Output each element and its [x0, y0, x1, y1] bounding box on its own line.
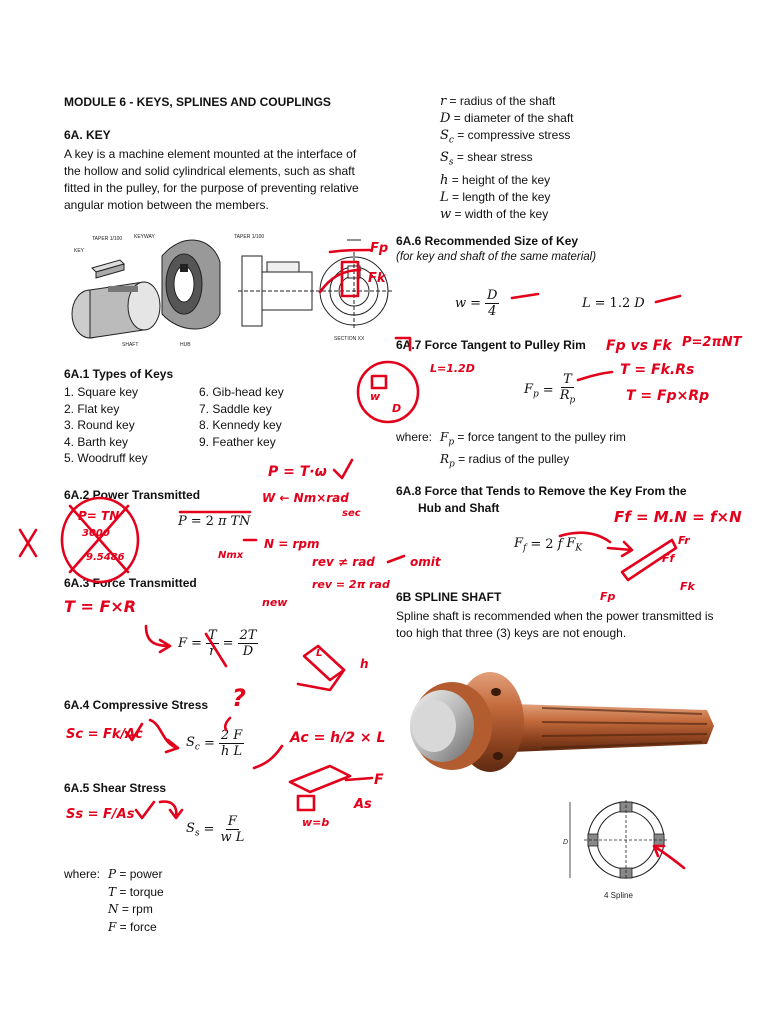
- annotation-nmx: Nmx: [218, 550, 244, 561]
- annotation-omit: omit: [410, 555, 441, 569]
- symbol-row: P = power: [108, 867, 163, 881]
- fig-label-taper2: TAPER 1/100: [234, 234, 265, 240]
- annotation-l: L: [316, 648, 323, 659]
- annotation-stroke: [608, 542, 632, 556]
- annotation-p-tw: P = T·ω: [268, 464, 327, 480]
- s64-heading: 6A.4 Compressive Stress: [64, 698, 209, 712]
- annotation-l12d: L=1.2D: [430, 362, 475, 375]
- annotation-rev-2pi: rev = 2π rad: [312, 578, 390, 591]
- annotation-stroke: [254, 746, 282, 768]
- annotation-as: As: [354, 797, 372, 812]
- spline-definition: Spline shaft is recommended when the power transmitted is too high that three (3) keys are not enough.: [396, 609, 714, 640]
- symbol-row: D = diameter of the shaft: [440, 111, 574, 126]
- annotation-h: h: [360, 657, 369, 671]
- list-item: 5. Woodruff key: [64, 451, 148, 465]
- fig-label-section: SECTION XX: [334, 336, 365, 342]
- annotation-stroke: [136, 802, 154, 818]
- annotation-stroke: [512, 294, 538, 298]
- annotation-stroke: [560, 533, 610, 542]
- annotation-stroke: [330, 250, 370, 252]
- s67-where-label: where:: [396, 430, 433, 444]
- length-equation: L = 1.2 D: [582, 296, 645, 311]
- pulley-force-equation: $F_p$ = $\frac{T}{R_p}$: [524, 372, 576, 406]
- list-item: 8. Kennedy key: [199, 418, 282, 432]
- s68-heading: 6A.8 Force that Tends to Remove the Key From the: [396, 484, 687, 498]
- symbol-row: r = radius of the shaft: [440, 94, 556, 109]
- annotation-stroke: [396, 338, 410, 350]
- annotation-stroke: [654, 846, 684, 868]
- annotation-stroke: [372, 376, 386, 388]
- annotation-stroke: [304, 646, 344, 680]
- annotation-sec: sec: [342, 508, 361, 519]
- annotation-stroke: [146, 626, 170, 652]
- s62-heading: 6A.2 Power Transmitted: [64, 488, 201, 502]
- annotation-f: F: [374, 772, 384, 788]
- list-item: 9. Feather key: [199, 434, 276, 449]
- annotation-p-tn: P= TN: [78, 509, 120, 523]
- symbol-row: N = rpm: [108, 902, 153, 916]
- width-equation: w = $\frac{D}{4}$: [455, 288, 498, 319]
- annotation-stroke: [578, 372, 612, 380]
- annotation-rev-rad: rev ≠ rad: [312, 555, 375, 569]
- spline-heading: 6B SPLINE SHAFT: [396, 590, 502, 604]
- annotation-ss: Ss = F/As: [66, 807, 135, 822]
- annotation-new: new: [262, 596, 288, 609]
- annotation-stroke: [290, 766, 350, 792]
- s67-heading: 6A.7 Force Tangent to Pulley Rim: [396, 338, 586, 352]
- fig-label-key: KEY: [74, 248, 85, 254]
- annotation-stroke: [358, 362, 418, 422]
- annotation-stroke: [320, 270, 360, 292]
- symbol-row: h = height of the key: [440, 172, 551, 188]
- fig-label-shaft: SHAFT: [122, 342, 139, 348]
- power-equation: P = 2 π TN: [178, 514, 251, 529]
- annotation-stroke: [388, 556, 404, 562]
- fig-label-keyway: KEYWAY: [134, 234, 155, 240]
- s65-heading: 6A.5 Shear Stress: [64, 781, 167, 795]
- list-item: 3. Round key: [64, 418, 135, 432]
- symbol-row: $R_p$ = radius of the pulley: [440, 452, 570, 470]
- annotation-stroke: [346, 778, 372, 780]
- friction-force-equation: $F_f$ = 2 f $F_K$: [514, 536, 583, 554]
- symbol-row: F = force: [108, 919, 157, 934]
- annotation-stroke: [150, 720, 178, 752]
- annotation-t-fkrs: T = Fk.Rs: [620, 362, 695, 378]
- force-equation: F = $\frac{T}{r}$ = $\frac{2T}{D}$: [178, 628, 257, 659]
- symbol-row: w = width of the key: [440, 206, 549, 222]
- annotation-w-nm: W ← Nm×rad: [262, 491, 349, 505]
- annotation-fp2: Fp: [600, 590, 616, 603]
- annotation-n-rpm: N = rpm: [264, 537, 320, 551]
- module-title: MODULE 6 - KEYS, SPLINES AND COUPLINGS: [64, 95, 331, 109]
- annotation-stroke: [20, 530, 36, 556]
- annotation-ff2: Ff: [662, 552, 675, 565]
- s66-heading: 6A.6 Recommended Size of Key: [396, 234, 579, 248]
- annotation-t-fxr: T = F×R: [64, 597, 137, 616]
- annotation-stroke: [334, 460, 352, 478]
- annotation-wb: w=b: [302, 816, 330, 829]
- annotation-stroke: [298, 796, 314, 810]
- list-item: 7. Saddle key: [199, 401, 272, 416]
- symbol-row: $F_p$ = force tangent to the pulley rim: [440, 430, 626, 448]
- compressive-stress-equation: $S_c$ = $\frac{2 F}{\text{h L}}$: [186, 728, 243, 759]
- spline-caption: 4 Spline: [604, 891, 633, 900]
- annotation-stroke: [160, 802, 182, 818]
- annotation-fp-vs-fk: Fp vs Fk: [606, 338, 672, 354]
- s66-note: (for key and shaft of the same material): [396, 251, 597, 263]
- symbol-row: L = length of the key: [440, 189, 551, 205]
- symbol-row: T = torque: [108, 884, 164, 899]
- list-item: 4. Barth key: [64, 434, 129, 449]
- list-item: 2. Flat key: [64, 401, 120, 416]
- svg-text:D: D: [563, 839, 569, 846]
- shear-stress-equation: $S_s$ = $\frac{F}{\text{w L}}$: [186, 814, 245, 845]
- annotation-ac: Ac = h/2 × L: [290, 730, 386, 746]
- annotation-fp: Fp: [370, 241, 389, 256]
- annotation-sc: Sc = Fk/Ac: [66, 727, 143, 742]
- types-heading: 6A.1 Types of Keys: [64, 367, 174, 381]
- annotation-stroke: [206, 634, 226, 666]
- annotation-stroke: [225, 718, 230, 730]
- annotation-t-fprp: T = Fp×Rp: [626, 388, 710, 404]
- annotation-d: D: [392, 402, 402, 415]
- annotation-question: ?: [232, 684, 246, 712]
- annotation-fr: Fr: [678, 534, 690, 547]
- annotation-ff: Ff = M.N = f×N: [614, 508, 742, 526]
- fig-label-hub: HUB: [180, 342, 191, 348]
- annotation-9: 9.5486: [86, 552, 125, 563]
- annotation-w: w: [370, 390, 381, 403]
- annotation-stroke: [656, 296, 680, 302]
- where-label-bottom: where:: [64, 867, 101, 881]
- s63-heading: 6A.3 Force Transmitted: [64, 576, 197, 590]
- fig-label-taper: TAPER 1/100: [92, 236, 123, 242]
- list-item: 1. Square key: [64, 385, 139, 399]
- annotation-fk2: Fk: [680, 580, 695, 593]
- list-item: 6. Gib-head key: [199, 385, 284, 399]
- s68-heading-cont: Hub and Shaft: [418, 501, 500, 515]
- symbol-row: $S_s$ = shear stress: [440, 150, 533, 168]
- annotation-p2pint: P=2πNT: [682, 335, 742, 350]
- symbol-row: $S_c$ = compressive stress: [440, 128, 571, 146]
- annotation-stroke: [342, 262, 358, 296]
- key-heading: 6A. KEY: [64, 128, 111, 142]
- annotation-3000: 3000: [82, 528, 110, 539]
- key-definition: A key is a machine element mounted at the interface of the hollow and solid cylindrical elements, such as shaft fitted in the pulley, for the purpose of preventing relative angular motion between the members.: [64, 147, 359, 212]
- annotation-fk: Fk: [368, 271, 386, 286]
